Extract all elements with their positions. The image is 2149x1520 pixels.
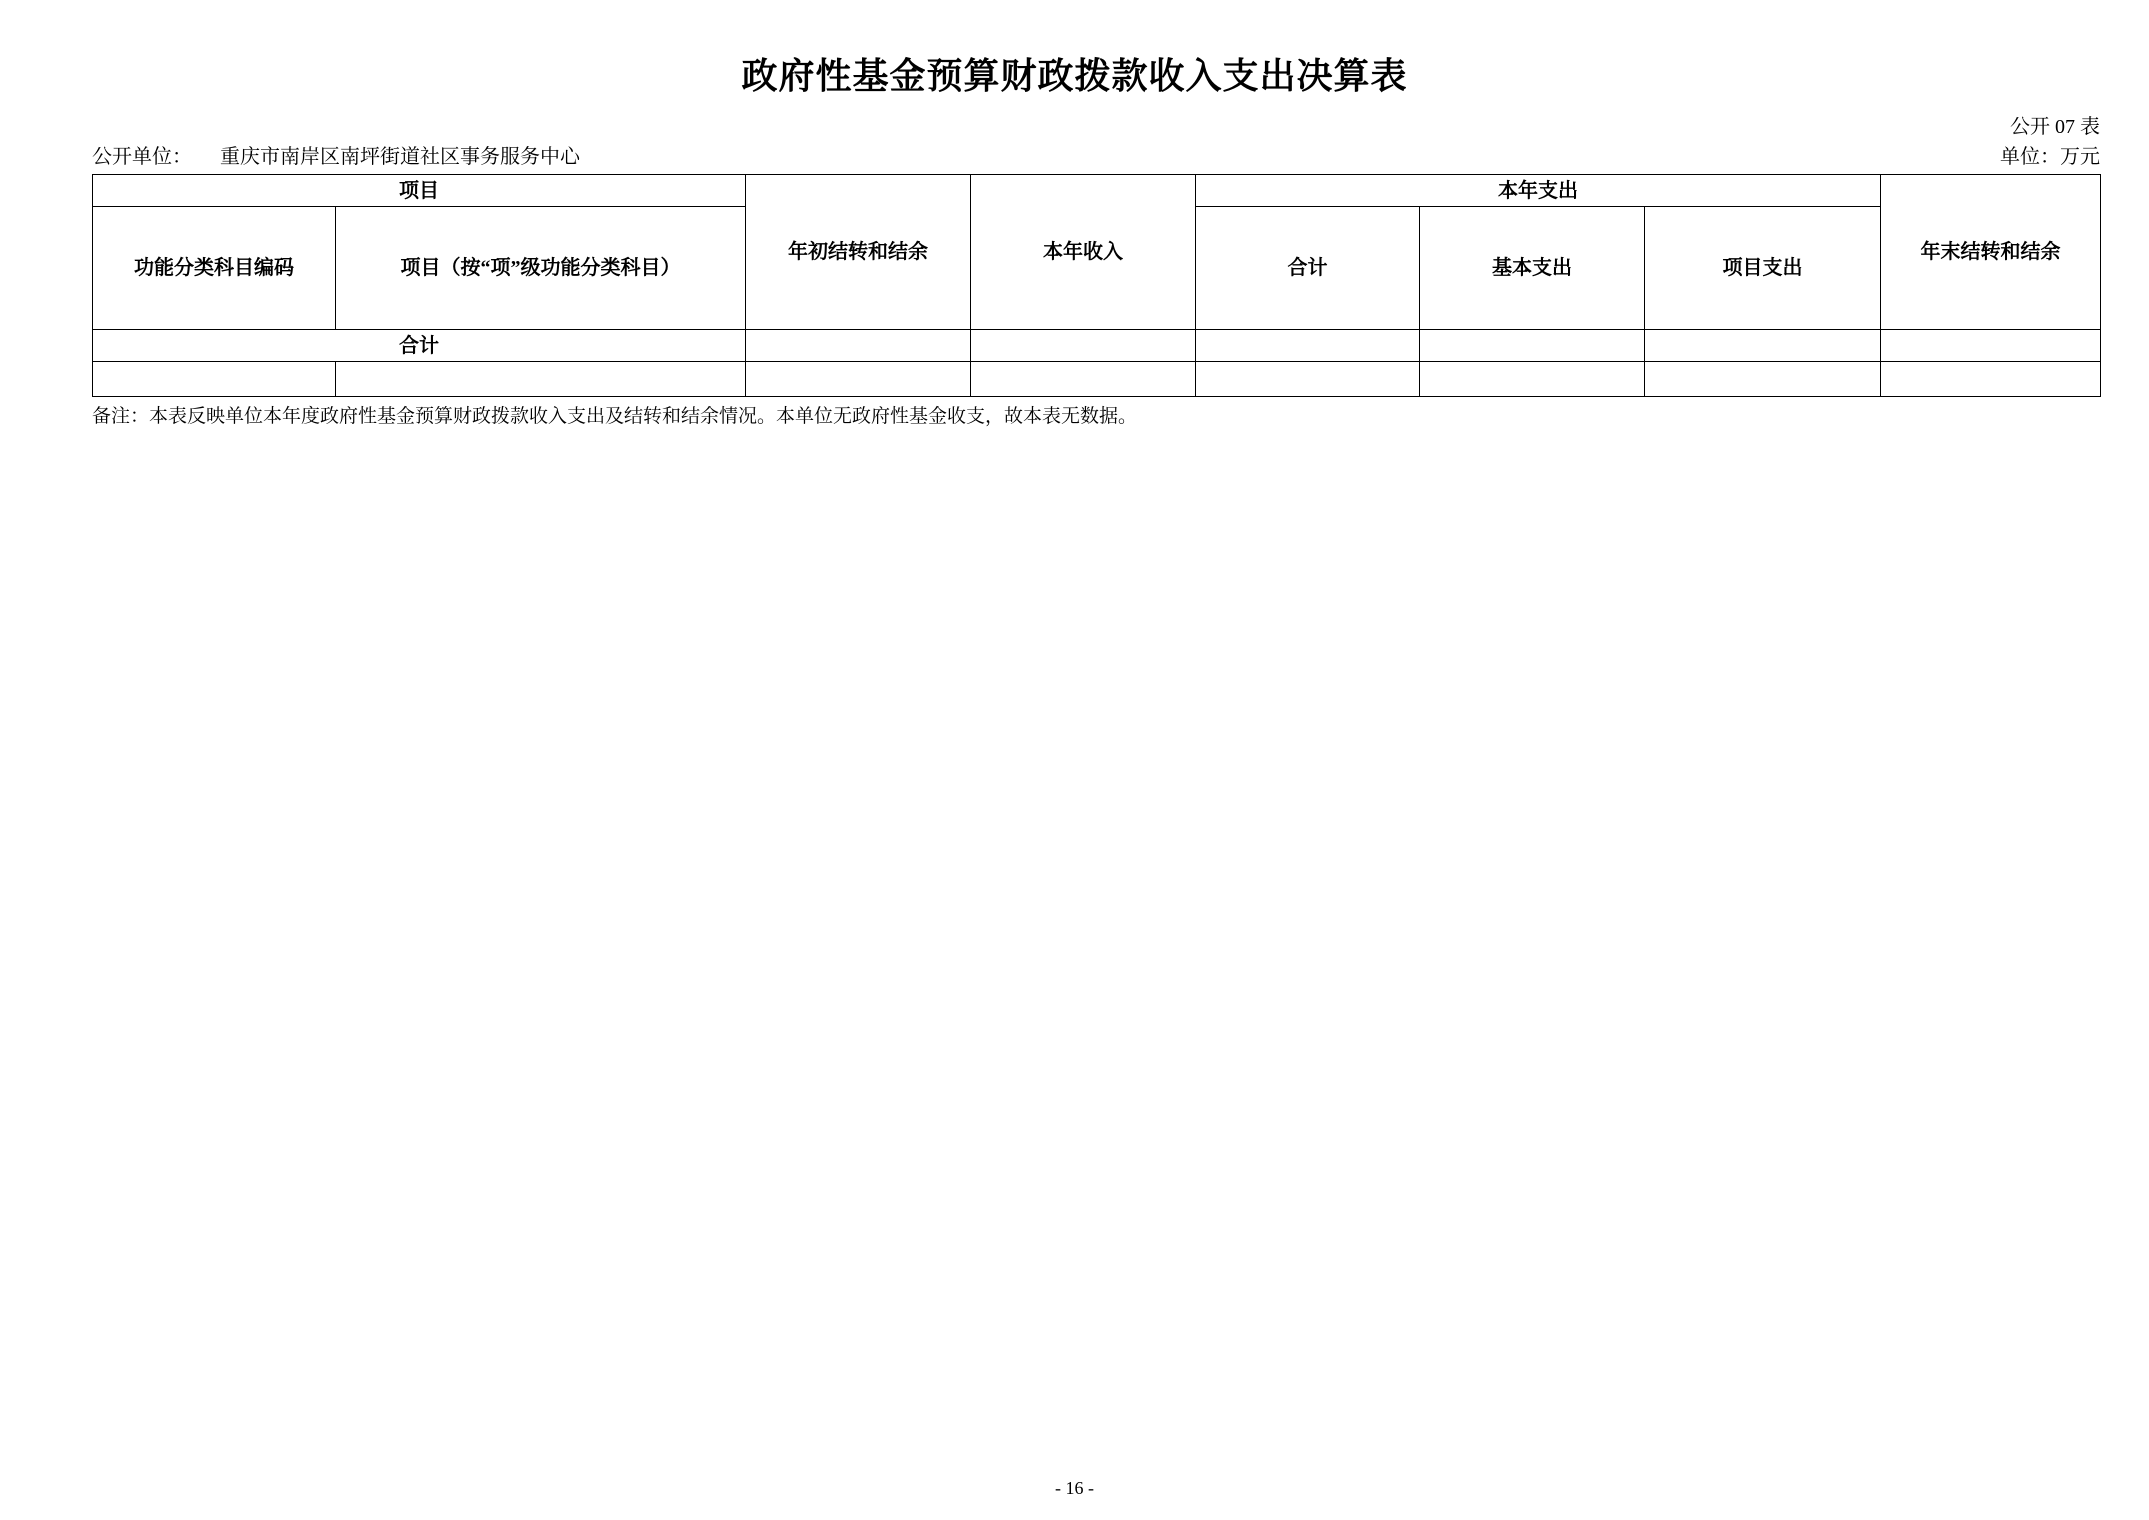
total-cell-project-expense [1645,330,1881,362]
header-func-code: 功能分类科目编码 [93,207,336,330]
publisher-label: 公开单位： [92,146,192,168]
table-note: 备注：本表反映单位本年度政府性基金预算财政拨款收入支出及结转和结余情况。本单位无政府性基金收支，故本表无数据。 [92,406,1138,427]
table-code-label: 公开 07 表 [2010,116,2100,138]
total-row [93,330,2101,362]
empty-cell-item-detail [336,362,746,397]
total-cell-end-balance [1881,330,2101,362]
total-cell-basic-expense [1420,330,1645,362]
header-end-balance: 年末结转和结余 [1881,175,2101,330]
header-begin-balance: 年初结转和结余 [746,175,971,330]
header-item-group: 项目 [93,175,746,207]
empty-cell-func-code [93,362,336,397]
empty-cell-year-income [971,362,1196,397]
total-cell-begin-balance [746,330,971,362]
unit-label: 单位：万元 [2000,146,2100,168]
empty-cell-expense-total [1196,362,1420,397]
empty-data-row [93,362,2101,397]
header-expense-total: 合计 [1196,207,1420,330]
empty-cell-begin-balance [746,362,971,397]
total-cell-expense-total [1196,330,1420,362]
empty-cell-project-expense [1645,362,1881,397]
empty-cell-end-balance [1881,362,2101,397]
header-item-detail: 项目（按“项”级功能分类科目） [336,207,746,330]
total-cell-year-income [971,330,1196,362]
header-basic-expense: 基本支出 [1420,207,1645,330]
total-row-label: 合计 [93,330,746,362]
page-content [92,116,2100,429]
publisher-name: 重庆市南岸区南坪街道社区事务服务中心 [220,146,580,168]
header-row-top [93,175,2101,207]
empty-cell-basic-expense [1420,362,1645,397]
page-number: - 16 - [1055,1478,1094,1498]
publisher-line [92,146,580,168]
header-year-income: 本年收入 [971,175,1196,330]
header-project-expense: 项目支出 [1645,207,1881,330]
fund-budget-table [92,174,2101,397]
meta-row [92,146,2100,168]
header-expense-group: 本年支出 [1196,175,1881,207]
page-title: 政府性基金预算财政拨款收入支出决算表 [741,56,1408,96]
